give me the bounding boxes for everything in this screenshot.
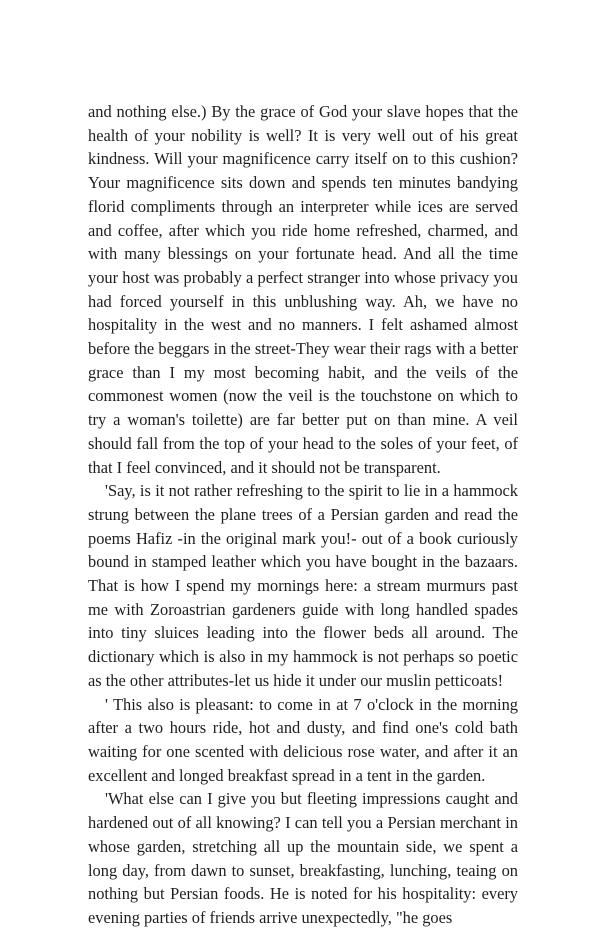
- paragraph-morning-ride: ' This also is pleasant: to come in at 7 o'clock in the morning after a two hours ride, hot and dusty, and find one's cold bath waiting for one scented with delicious rose water, and after it an excellent and longed breakfast spread in a tent in the garden.: [88, 694, 518, 785]
- paragraph-hammock: 'Say, is it not rather refreshing to the spirit to lie in a hammock strung between the plane trees of a Persian garden and read the poems Hafiz -in the original mark you!- out of a book curiously bound in stamped leather which you have bought in the bazaars. That is how I spend my mornings here: a stream murmurs past me with Zoroastrian gardeners guide with long handled spades into tiny sluices leading into the flower beds all around. The dictionary which is also in my hammock is not perhaps so poetic as the other attributes-let us hide it under our muslin petticoats!: [88, 481, 518, 690]
- paragraph-persian-merchant: 'What else can I give you but fleeting impressions caught and hardened out of all knowing? I can tell you a Persian merchant in whose garden, stretching all up the mountain side, we spent a long day, from dawn to sunset, breakfasting, lunching, teaing on nothing but Persian foods. He is noted for his hospitality: every evening parties of friends arrive unexpectedly, "he goes: [88, 789, 518, 927]
- book-page-text: [88, 100, 518, 930]
- paragraph-continuation: and nothing else.) By the grace of God your slave hopes that the health of your nobility is well? It is very well out of his great kindness. Will your magnificence carry itself on to this cushion? Your magnificence sits down and spends ten minutes bandying florid compliments through an interpreter while ices are served and coffee, after which you ride home refreshed, charmed, and with many blessings on your fortunate head. And all the time your host was probably a perfect stranger into whose privacy you had forced yourself in this unblushing way. Ah, we have no hospitality in the west and no manners. I felt ashamed almost before the beggars in the street-They wear their rags with a better grace than I my most becoming habit, and the veils of the commonest women (now the veil is the touchstone on which to try a woman's toilette) are far better put on than mine. A veil should fall from the top of your head to the soles of your feet, of that I feel convinced, and it should not be transparent.: [88, 102, 518, 477]
